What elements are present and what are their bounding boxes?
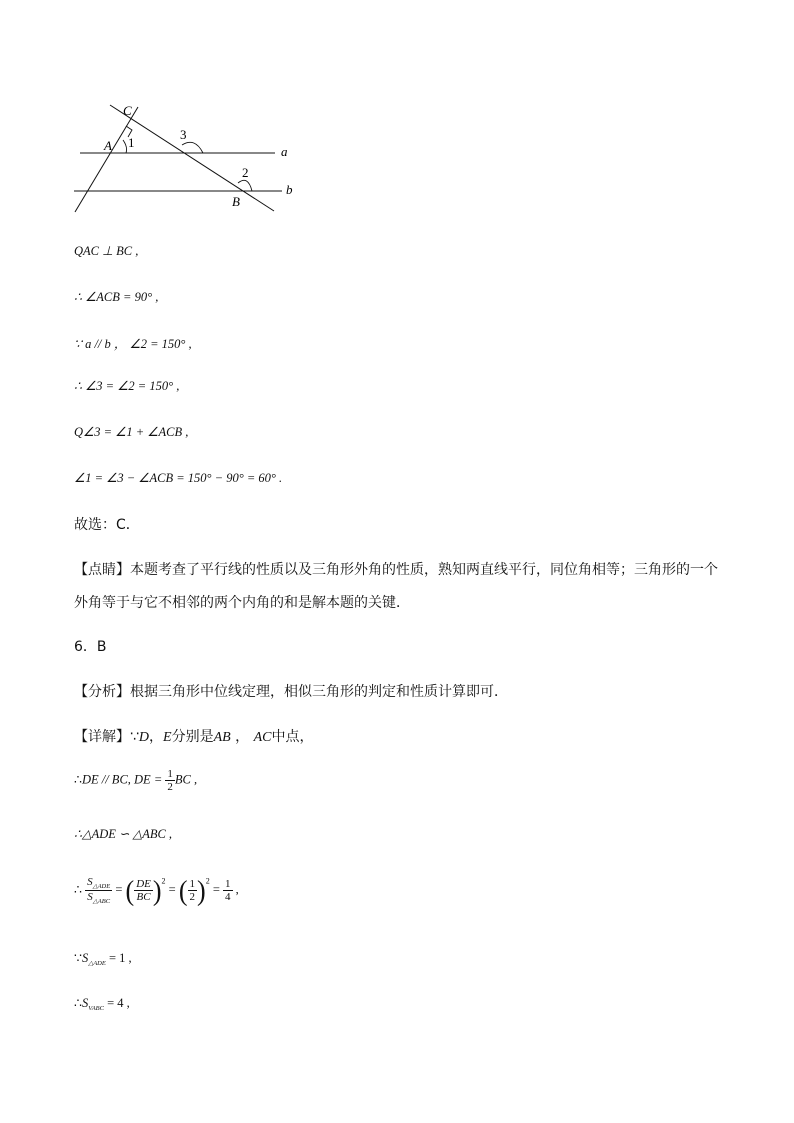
equals-sign: = (115, 882, 123, 897)
area-subscript: △ADE (88, 960, 106, 967)
solution-line-4: ∴ ∠3 = ∠2 = 150° , (74, 379, 180, 393)
line-ca (75, 107, 138, 212)
line-cb (110, 105, 274, 211)
point-e: E (163, 730, 172, 745)
detail-mid: 分别是 (171, 729, 214, 745)
equals-sign: = (212, 882, 220, 897)
math-text: DE // BC, DE = (81, 772, 166, 787)
solution-line-2: ∴ ∠ACB = 90° , (74, 290, 159, 304)
angle-3-arc (182, 142, 203, 153)
detail-suffix: 中点， (271, 729, 314, 745)
quarter-fraction: $\frac{1}{4}$ (225, 878, 231, 904)
point-d: D (138, 730, 150, 745)
math-tail: , (232, 882, 239, 897)
area-symbol: S (81, 996, 89, 1010)
math-tail: = 4 , (103, 996, 130, 1010)
segment-ac: AC (253, 730, 272, 745)
label-line-a: a (281, 144, 288, 159)
answer-choice: 故选：C． (74, 517, 140, 533)
comment-line-1: 【点睛】本题考查了平行线的性质以及三角形外角的性质，熟知两直线平行，同位角相等；三角形的一个 (74, 562, 718, 578)
label-1: 1 (128, 135, 135, 150)
area-subscript: VABC (88, 1005, 104, 1012)
therefore-symbol: ∴ (74, 882, 82, 897)
math-line-3: ∴ $\frac{S_{\triangle ADE}}{S_{\triangle ABC}}$ = ( $\frac{DE}{BC}$ )$^2$ = ( $\frac{1}{2}$ )$^2$ = $\frac{1}{4}$ , (74, 874, 239, 907)
analysis-text: 【分析】根据三角形中位线定理，相似三角形的判定和性质计算即可． (74, 684, 508, 700)
solution-line-1: QAC ⊥ BC , (74, 244, 139, 258)
label-b-point: B (232, 194, 240, 209)
angle-1-arc (123, 140, 127, 153)
comma: ， (149, 729, 164, 745)
label-line-b: b (286, 182, 293, 197)
label-2: 2 (242, 165, 249, 180)
de-bc-fraction: $\frac{DE}{BC}$ (136, 878, 151, 904)
segment-ab: AB (213, 730, 231, 745)
math-line-2: ∴△ADE ∽ △ABC , (74, 827, 173, 841)
area-symbol: S (81, 951, 89, 965)
fraction-numerator: 1 (167, 768, 173, 780)
detail-text (74, 726, 314, 746)
detail-prefix: 【详解】∵ (74, 729, 139, 745)
therefore-symbol: ∴ (74, 996, 82, 1010)
equals-sign: = (168, 882, 176, 897)
comma: ， (230, 729, 254, 745)
label-3: 3 (180, 127, 187, 142)
because-symbol: ∵ (74, 951, 82, 965)
math-text: BC , (174, 772, 198, 787)
math-line-4 (74, 950, 132, 967)
exponent: 2 (161, 876, 166, 886)
label-c: C (123, 103, 132, 118)
fraction-half (165, 768, 175, 793)
math-tail: = 1 , (105, 951, 132, 965)
math-line-5 (74, 995, 130, 1012)
exponent: 2 (205, 876, 210, 886)
math-line-1 (74, 768, 197, 793)
area-ratio-fraction (85, 876, 112, 905)
comment-line-2: 外角等于与它不相邻的两个内角的和是解本题的关键． (74, 595, 410, 611)
parallel-lines-figure (60, 95, 310, 220)
half-fraction: $\frac{1}{2}$ (189, 878, 196, 904)
label-a-point: A (104, 138, 112, 153)
solution-line-5: Q∠3 = ∠1 + ∠ACB , (74, 425, 189, 439)
fraction-denominator: 2 (167, 781, 173, 794)
therefore-symbol: ∴ (74, 772, 82, 787)
solution-line-3: ∵ a // b ， ∠2 = 150° , (74, 337, 192, 351)
problem-6-heading: 6．B (74, 639, 107, 655)
fraction-numerator: $S_{\triangle ADE}$ (87, 876, 111, 890)
fraction-denominator: $S_{\triangle ABC}$ (87, 891, 111, 906)
solution-line-6: ∠1 = ∠3 − ∠ACB = 150° − 90° = 60° . (74, 471, 283, 485)
